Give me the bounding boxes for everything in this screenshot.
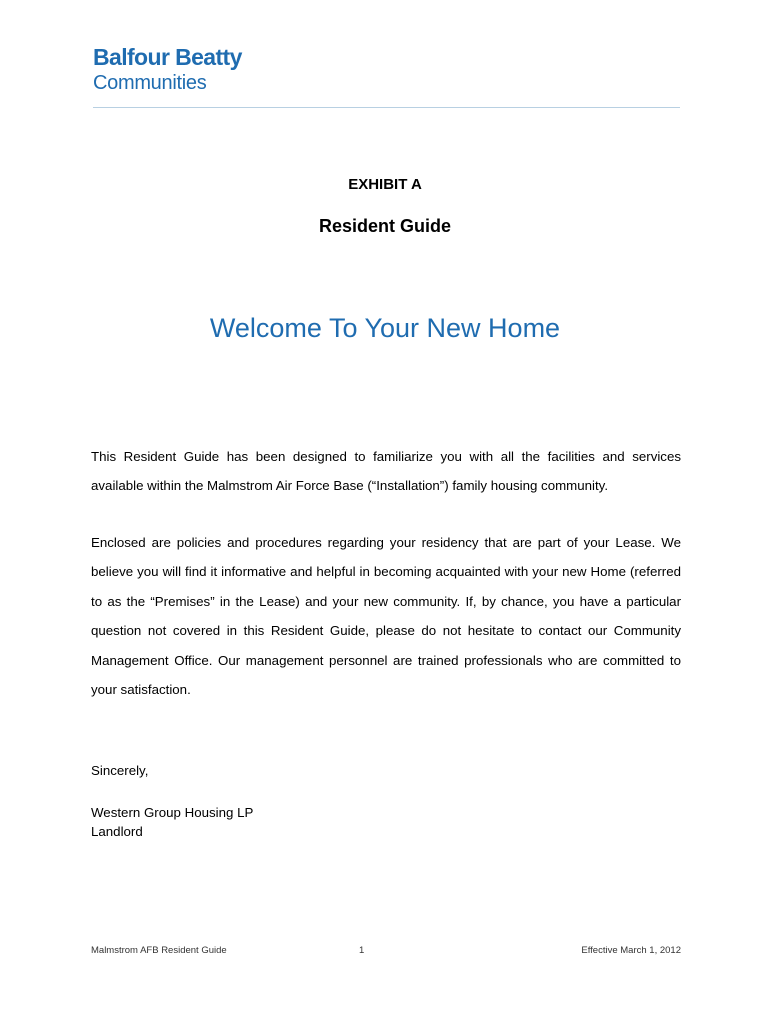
intro-paragraph: This Resident Guide has been designed to familiarize you with all the facilities and services available within the Malmstrom Air Force Base (“Installation”) family housing community. (91, 449, 681, 494)
signature-block (91, 803, 253, 841)
policy-paragraph: Enclosed are policies and procedures regarding your residency that are part of your Lease. We believe you will find it informative and helpful in becoming acquainted with your new Home (referred to as the “Premises” in the Lease) and your new community. If, by chance, you have a particular question not covered in this Resident Guide, please do not hesitate to contact our Community Management Office. Our management personnel are trained professionals who are committed to your satisfaction. (91, 535, 681, 698)
exhibit-label: EXHIBIT A (348, 176, 422, 193)
footer-effective-date: Effective March 1, 2012 (581, 945, 681, 956)
logo-subname: Communities (93, 72, 207, 94)
document-title: Resident Guide (318, 216, 452, 236)
signer-name: Western Group Housing LP (91, 805, 254, 820)
footer-document-name: Malmstrom AFB Resident Guide (91, 945, 227, 956)
logo-name: Balfour Beatty (93, 44, 242, 70)
welcome-heading: Welcome To Your New Home (209, 313, 561, 343)
company-logo (93, 44, 242, 95)
header-divider (93, 107, 680, 108)
footer-page-number: 1 (359, 945, 365, 956)
salutation: Sincerely, (91, 763, 149, 778)
signer-role: Landlord (91, 824, 143, 839)
